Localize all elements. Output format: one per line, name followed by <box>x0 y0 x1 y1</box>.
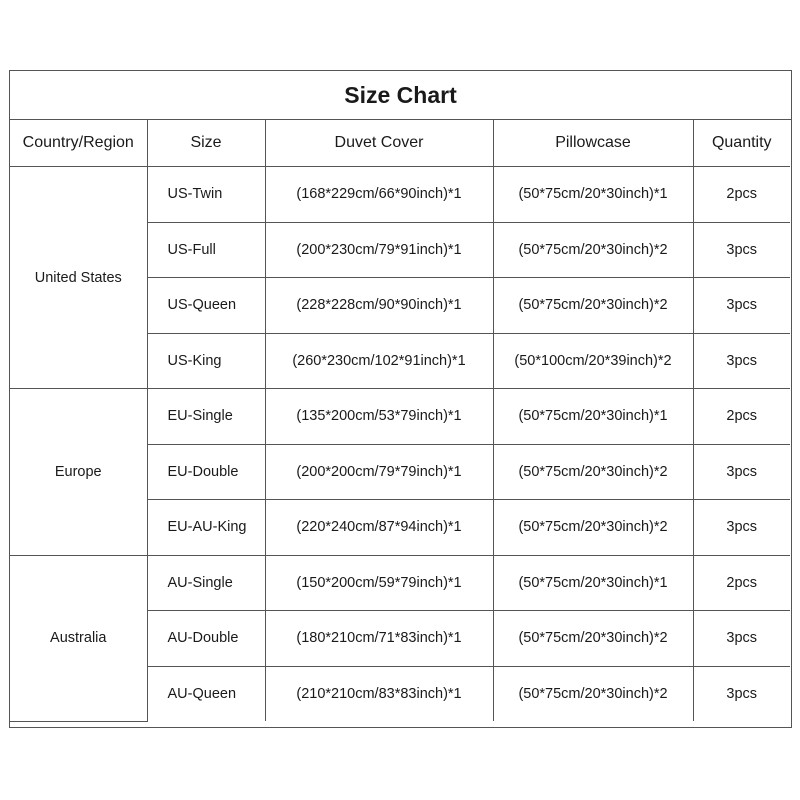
region-cell: Australia <box>10 555 147 721</box>
duvet-cell: (180*210cm/71*83inch)*1 <box>265 611 493 667</box>
quantity-cell: 3pcs <box>693 222 790 278</box>
table-row <box>10 167 790 223</box>
table-row <box>10 389 790 445</box>
duvet-cell: (135*200cm/53*79inch)*1 <box>265 389 493 445</box>
quantity-cell: 2pcs <box>693 555 790 611</box>
header-pillowcase: Pillowcase <box>493 120 693 167</box>
size-cell: US-Twin <box>147 167 265 223</box>
duvet-cell: (200*200cm/79*79inch)*1 <box>265 444 493 500</box>
quantity-cell: 3pcs <box>693 500 790 556</box>
pillowcase-cell: (50*75cm/20*30inch)*2 <box>493 444 693 500</box>
size-cell: EU-AU-King <box>147 500 265 556</box>
quantity-cell: 3pcs <box>693 611 790 667</box>
size-chart <box>9 70 792 728</box>
duvet-cell: (150*200cm/59*79inch)*1 <box>265 555 493 611</box>
region-cell: United States <box>10 167 147 389</box>
pillowcase-cell: (50*75cm/20*30inch)*2 <box>493 666 693 721</box>
quantity-cell: 3pcs <box>693 333 790 389</box>
duvet-cell: (210*210cm/83*83inch)*1 <box>265 666 493 721</box>
header-duvet-cover: Duvet Cover <box>265 120 493 167</box>
chart-title: Size Chart <box>10 71 791 120</box>
size-cell: US-Full <box>147 222 265 278</box>
header-country-region: Country/Region <box>10 120 147 167</box>
region-cell: Europe <box>10 389 147 556</box>
header-quantity: Quantity <box>693 120 790 167</box>
duvet-cell: (200*230cm/79*91inch)*1 <box>265 222 493 278</box>
pillowcase-cell: (50*75cm/20*30inch)*1 <box>493 389 693 445</box>
size-cell: EU-Double <box>147 444 265 500</box>
size-cell: AU-Double <box>147 611 265 667</box>
quantity-cell: 3pcs <box>693 666 790 721</box>
size-cell: EU-Single <box>147 389 265 445</box>
size-table <box>10 120 790 722</box>
quantity-cell: 2pcs <box>693 389 790 445</box>
quantity-cell: 2pcs <box>693 167 790 223</box>
pillowcase-cell: (50*75cm/20*30inch)*1 <box>493 167 693 223</box>
pillowcase-cell: (50*75cm/20*30inch)*2 <box>493 278 693 334</box>
size-cell: US-Queen <box>147 278 265 334</box>
duvet-cell: (220*240cm/87*94inch)*1 <box>265 500 493 556</box>
header-row <box>10 120 790 167</box>
pillowcase-cell: (50*75cm/20*30inch)*2 <box>493 611 693 667</box>
pillowcase-cell: (50*100cm/20*39inch)*2 <box>493 333 693 389</box>
quantity-cell: 3pcs <box>693 444 790 500</box>
pillowcase-cell: (50*75cm/20*30inch)*2 <box>493 222 693 278</box>
duvet-cell: (228*228cm/90*90inch)*1 <box>265 278 493 334</box>
quantity-cell: 3pcs <box>693 278 790 334</box>
pillowcase-cell: (50*75cm/20*30inch)*1 <box>493 555 693 611</box>
pillowcase-cell: (50*75cm/20*30inch)*2 <box>493 500 693 556</box>
size-cell: US-King <box>147 333 265 389</box>
table-row <box>10 555 790 611</box>
header-size: Size <box>147 120 265 167</box>
duvet-cell: (260*230cm/102*91inch)*1 <box>265 333 493 389</box>
size-cell: AU-Single <box>147 555 265 611</box>
size-cell: AU-Queen <box>147 666 265 721</box>
duvet-cell: (168*229cm/66*90inch)*1 <box>265 167 493 223</box>
